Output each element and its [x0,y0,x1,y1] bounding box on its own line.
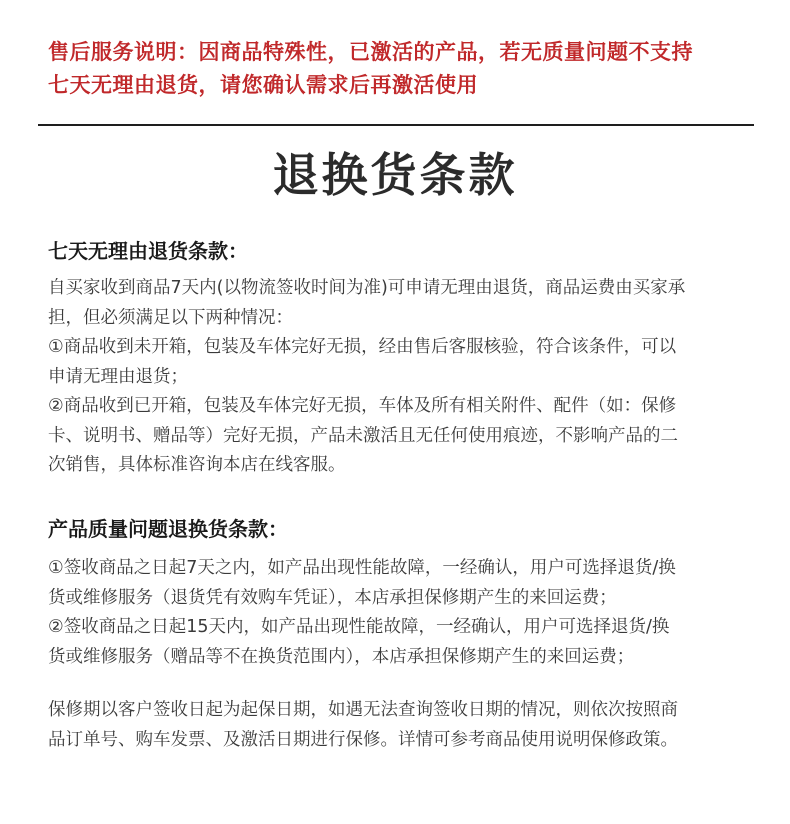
paragraph-line: 保修期以客户签收日起为起保日期，如遇无法查询签收日期的情况，则依次按照商 [48,700,678,720]
section-heading-seven-day-return: 七天无理由退货条款： [48,239,248,263]
paragraph-line: ①签收商品之日起7天之内，如产品出现性能故障，一经确认，用户可选择退货/换 [48,558,676,578]
section-body-quality-return [48,554,748,672]
paragraph-line: ②签收商品之日起15天内，如产品出现性能故障，一经确认，用户可选择退货/换 [48,617,670,637]
notice-line-2: 七天无理由退货，请您确认需求后再激活使用 [48,73,478,97]
paragraph-line: 自买家收到商品7天内(以物流签收时间为准)可申请无理由退货，商品运费由买家承 [48,278,686,298]
section-body-seven-day-return [48,274,748,481]
section-heading-quality-return: 产品质量问题退换货条款： [48,517,288,541]
paragraph-line: 货或维修服务（赠品等不在换货范围内），本店承担保修期产生的来回运费； [48,646,635,667]
paragraph-line: 品订单号、购车发票、及激活日期进行保修。详情可参考商品使用说明保修政策。 [48,729,678,750]
paragraph-line: 担，但必须满足以下两种情况： [48,307,293,328]
paragraph-line: 货或维修服务（退货凭有效购车凭证），本店承担保修期产生的来回运费； [48,587,617,608]
page-title: 退换货条款 [272,148,518,202]
divider [38,124,754,126]
paragraph-line: ①商品收到未开箱，包装及车体完好无损，经由售后客服核验，符合该条件，可以 [48,337,677,357]
notice-line-1: 售后服务说明：因商品特殊性，已激活的产品，若无质量问题不支持 [48,40,693,64]
paragraph-line: ②商品收到已开箱，包装及车体完好无损，车体及所有相关附件、配件（如：保修 [48,396,677,416]
after-sales-notice [48,36,748,102]
paragraph-line: 卡、说明书、赠品等）完好无损，产品未激活且无任何使用痕迹，不影响产品的二 [48,425,678,446]
paragraph-line: 次销售，具体标准咨询本店在线客服。 [48,455,346,475]
paragraph-line: 申请无理由退货； [48,366,188,387]
warranty-paragraph [48,696,748,755]
